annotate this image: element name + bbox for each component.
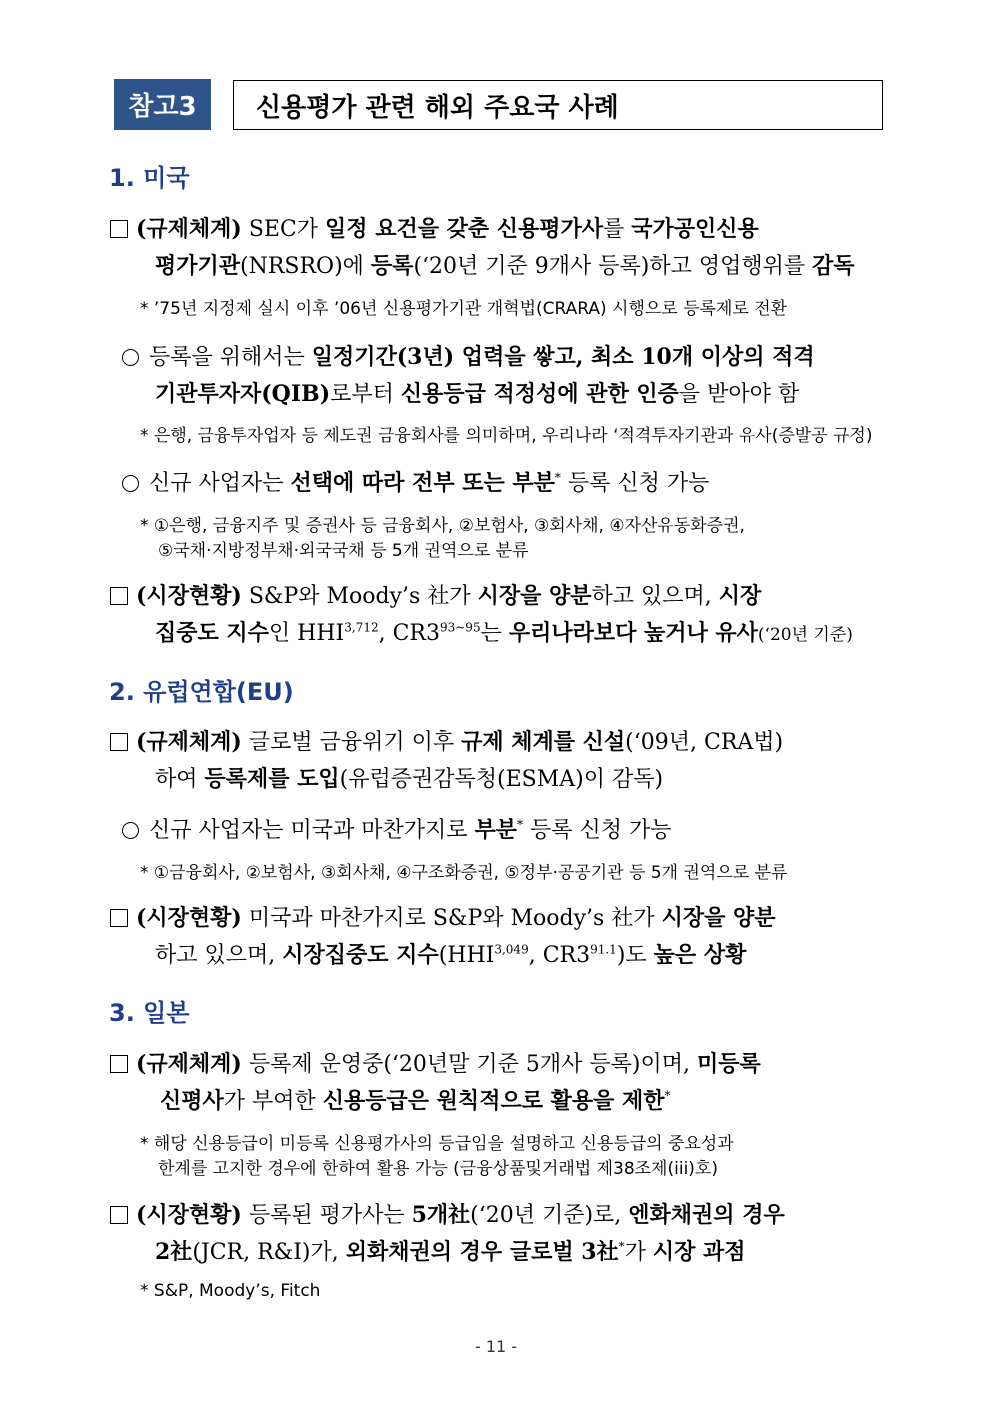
square-bullet-icon [110, 909, 128, 927]
eu-market-line1: (시장현황) 미국과 마찬가지로 S&P와 Moody’s 社가 시장을 양분 [110, 901, 776, 932]
page-title [233, 80, 883, 130]
jp-market-line1: (시장현황) 등록된 평가사는 5개社(‘20년 기준)로, 엔화채권의 경우 [110, 1198, 785, 1229]
square-bullet-icon [110, 1055, 128, 1073]
jp-market-line2: 2社(JCR, R&I)가, 외화채권의 경우 글로벌 3社*가 시장 과점 [155, 1239, 746, 1265]
us-new-entrant-line: 신규 사업자는 선택에 따라 전부 또는 부분* 등록 신청 가능 [122, 466, 709, 497]
us-market-line1: (시장현황) S&P와 Moody’s 社가 시장을 양분하고 있으며, 시장 [110, 579, 761, 610]
eu-new-entrant-line: 신규 사업자는 미국과 마찬가지로 부분* 등록 신청 가능 [122, 813, 672, 844]
eu-note-1: * ①금융회사, ②보험사, ③회사채, ④구조화증권, ⑤정부·공공기관 등 5개 권역으로 분류 [140, 863, 788, 883]
section-heading-eu: 2. 유럽연합(EU) [109, 678, 294, 706]
us-note-1: * ’75년 지정제 실시 이후 ’06년 신용평가기관 개혁법(CRARA) 시행으로 등록제로 전환 [140, 299, 788, 319]
us-market-line2: 집중도 지수인 HHI$^{3,712}$, $CR3^{93\sim 95}$는 우리나라보다 높거나 유사(‘20년 기준) [155, 620, 853, 646]
eu-market-line2: 하고 있으며, 시장집중도 지수(HHI$^{3,049}$, $CR3^{91.1}$)도 높은 상황 [155, 942, 747, 968]
circle-bullet-icon [122, 349, 139, 366]
us-regulation-line1: (규제체계) SEC가 일정 요건을 갖춘 신용평가사를 국가공인신용 [110, 212, 759, 243]
section-heading-us: 1. 미국 [109, 164, 190, 192]
eu-regulation-line1: (규제체계) 글로벌 금융위기 이후 규제 체계를 신설(‘09년, CRA법) [110, 725, 783, 756]
square-bullet-icon [110, 220, 128, 238]
jp-note-2: * S&P, Moody’s, Fitch [140, 1281, 321, 1301]
page-number: - 11 - [474, 1337, 518, 1356]
reference-tag [114, 79, 211, 130]
square-bullet-icon [110, 733, 128, 751]
square-bullet-icon [110, 587, 128, 605]
reference-tag-label: 참고3 [128, 92, 197, 122]
eu-regulation-line2: 하여 등록제를 도입(유럽증권감독청(ESMA)이 감독) [155, 766, 664, 792]
jp-regulation-line2: 신평사가 부여한 신용등급은 원칙적으로 활용을 제한* [160, 1088, 671, 1114]
circle-bullet-icon [122, 822, 139, 839]
jp-regulation-line1: (규제체계) 등록제 운영중(‘20년말 기준 5개사 등록)이며, 미등록 [110, 1047, 761, 1078]
circle-bullet-icon [122, 475, 139, 492]
us-note-3b: ⑤국채·지방정부채·외국국채 등 5개 권역으로 분류 [158, 541, 529, 561]
jp-note-1b: 한계를 고지한 경우에 한하여 활용 가능 (금융상품및거래법 제38조제(iii)호) [158, 1159, 718, 1179]
us-registration-line1: 등록을 위해서는 일정기간(3년) 업력을 쌓고, 최소 10개 이상의 적격 [122, 340, 815, 371]
page-title-text: 신용평가 관련 해외 주요국 사례 [256, 92, 619, 123]
us-regulation-line2: 평가기관(NRSRO)에 등록(‘20년 기준 9개사 등록)하고 영업행위를 감독 [155, 253, 855, 279]
jp-note-1a: * 해당 신용등급이 미등록 신용평가사의 등급임을 설명하고 신용등급의 중요성과 [140, 1134, 734, 1154]
square-bullet-icon [110, 1206, 128, 1224]
us-registration-line2: 기관투자자(QIB)로부터 신용등급 적정성에 관한 인증을 받아야 함 [155, 381, 800, 407]
section-heading-japan: 3. 일본 [109, 999, 190, 1027]
us-note-2: * 은행, 금융투자업자 등 제도권 금융회사를 의미하며, 우리나라 ‘적격투자기관과 유사(증발공 규정) [140, 426, 873, 446]
us-note-3a: * ①은행, 금융지주 및 증권사 등 금융회사, ②보험사, ③회사채, ④자산유동화증권, [140, 516, 745, 536]
